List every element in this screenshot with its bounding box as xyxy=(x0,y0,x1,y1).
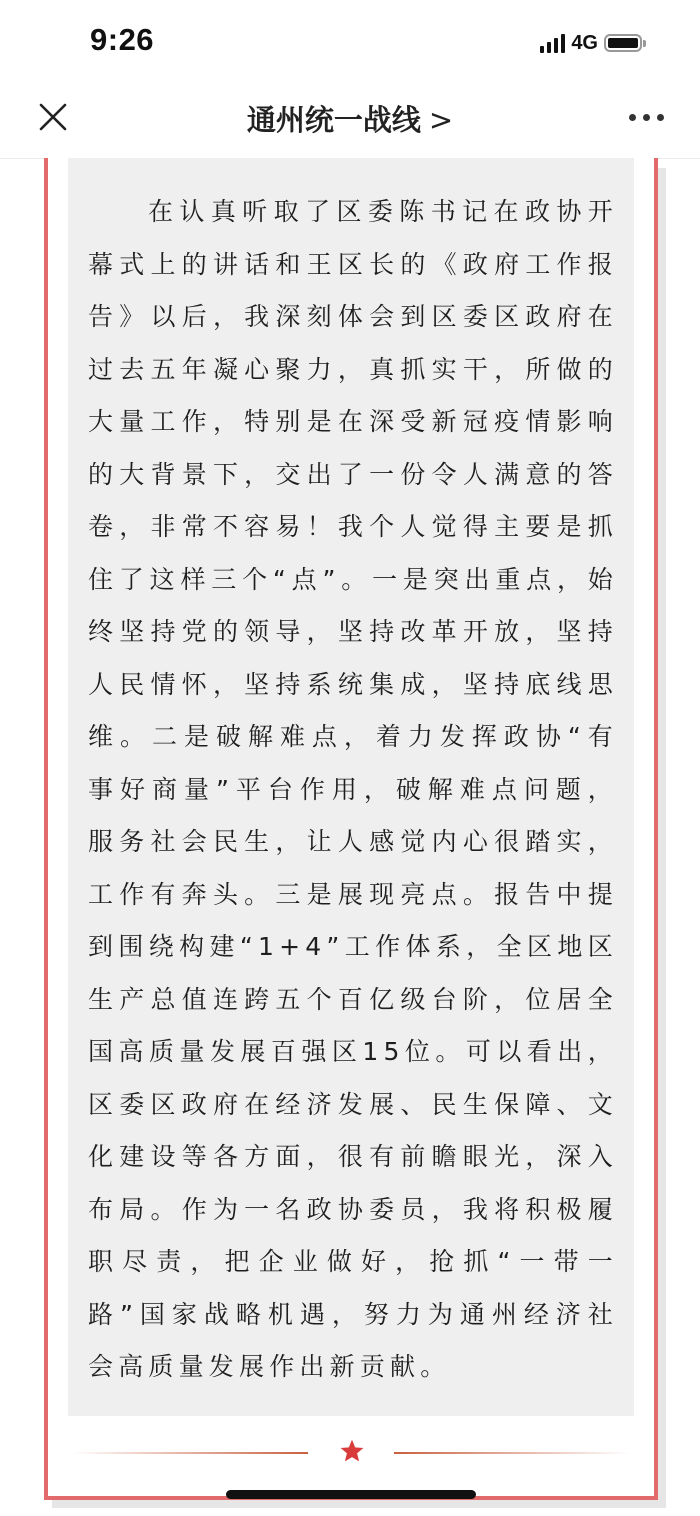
more-icon[interactable] xyxy=(629,114,664,121)
divider-line-right xyxy=(394,1452,630,1454)
star-icon xyxy=(339,1438,365,1464)
network-label: 4G xyxy=(571,31,598,54)
section-divider xyxy=(72,1438,630,1468)
signal-icon xyxy=(540,33,565,53)
status-time: 9:26 xyxy=(90,22,155,57)
account-title-link[interactable] xyxy=(0,98,700,139)
status-bar xyxy=(0,0,700,84)
nav-bar xyxy=(0,84,700,159)
home-indicator[interactable] xyxy=(226,1490,476,1499)
page-title: 通州统一战线 xyxy=(246,103,421,137)
article-content-box xyxy=(68,158,634,1416)
chevron-right-icon: > xyxy=(428,103,454,137)
article-frame xyxy=(44,158,658,1500)
status-indicators xyxy=(540,30,642,56)
divider-line-left xyxy=(72,1452,308,1454)
article-paragraph: 在认真听取了区委陈书记在政协开幕式上的讲话和王区长的《政府工作报告》以后，我深刻体会到区委区政府在过去五年凝心聚力，真抓实干，所做的大量工作，特别是在深受新冠疫情影响的大背景下，交出了一份令人满意的答卷，非常不容易！我个人觉得主要是抓住了这样三个“点”。一是突出重点，始终坚持党的领导，坚持改革开放，坚持人民情怀，坚持系统集成，坚持底线思维。二是破解难点，着力发挥政协“有事好商量”平台作用，破解难点问题，服务社会民生，让人感觉内心很踏实，工作有奔头。三是展现亮点。报告中提到围绕构建“1+4”工作体系，全区地区生产总值连跨五个百亿级台阶，位居全国高质量发展百强区15位。可以看出，区委区政府在经济发展、民生保障、文化建设等各方面，很有前瞻眼光，深入布局。作为一名政协委员，我将积极履职尽责，把企业做好，抢抓“一带一路”国家战略机遇，努力为通州经济社会高质量发展作出新贡献。 xyxy=(88,197,618,1381)
battery-icon xyxy=(604,34,642,52)
